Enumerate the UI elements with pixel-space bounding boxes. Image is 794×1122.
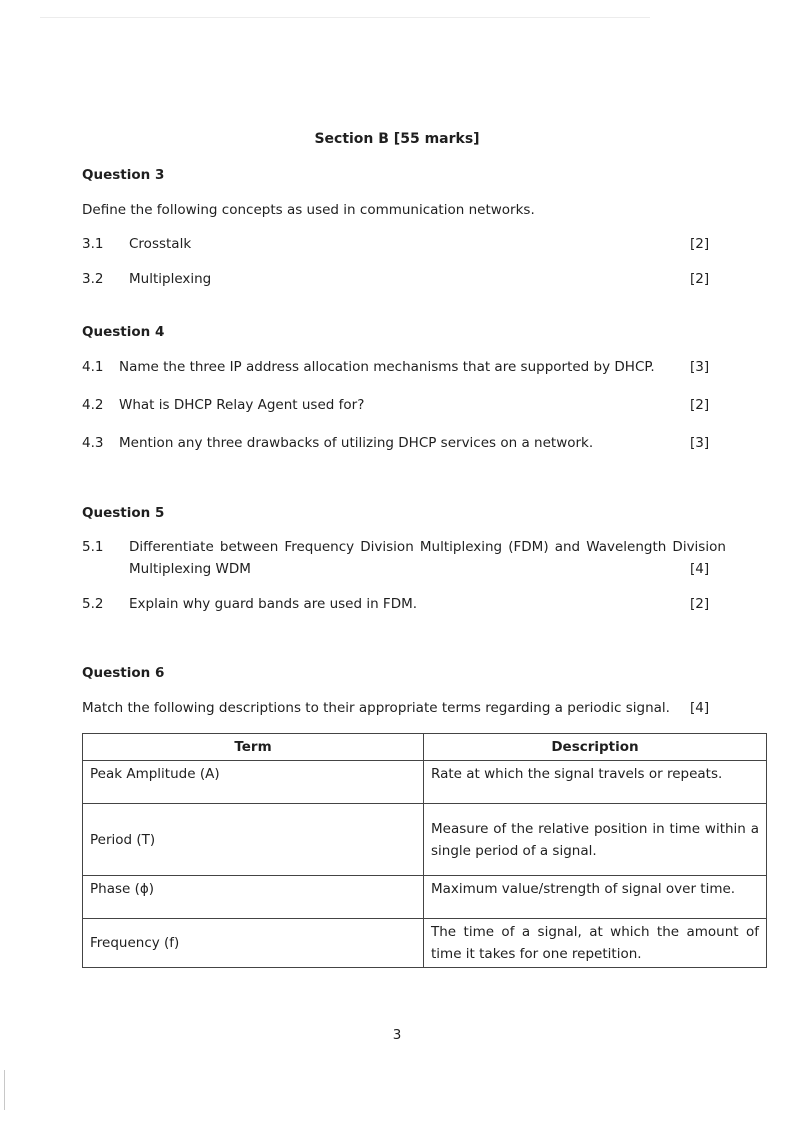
word: Differentiate [129, 539, 214, 555]
word: between [219, 539, 279, 555]
item-number: 3.2 [82, 271, 104, 287]
question-6-intro: Match the following descriptions to their appropriate terms regarding a periodic signal. [82, 700, 670, 716]
description-cell: Rate at which the signal travels or repeats. [424, 761, 767, 804]
item-number: 5.2 [82, 596, 104, 612]
question-3-intro: Define the following concepts as used in communication networks. [82, 202, 535, 218]
question-6-marks: [4] [690, 700, 710, 716]
table-row [83, 761, 767, 804]
table-row [83, 876, 767, 919]
term-cell: Frequency (f) [83, 919, 424, 968]
item-text: Mention any three drawbacks of utilizing DHCP services on a network. [119, 435, 594, 451]
word: Multiplexing [419, 539, 503, 555]
item-number: 4.1 [82, 359, 104, 375]
item-text: Crosstalk [129, 236, 192, 252]
table-row [83, 919, 767, 968]
item-marks: [2] [690, 397, 710, 413]
matching-table [82, 733, 767, 968]
item-marks: [2] [690, 236, 710, 252]
column-header-term: Term [83, 734, 424, 761]
item-marks: [3] [690, 435, 710, 451]
item-marks: [2] [690, 596, 710, 612]
scan-artifact-top [40, 17, 650, 18]
section-title: Section B [55 marks] [314, 131, 480, 147]
table-row [83, 804, 767, 876]
description-cell: Measure of the relative position in time within a single period of a signal. [424, 804, 767, 876]
item-number: 3.1 [82, 236, 104, 252]
word: Frequency [284, 539, 355, 555]
item-marks: [2] [690, 271, 710, 287]
item-number: 4.3 [82, 435, 104, 451]
table-header-row [83, 734, 767, 761]
item-number: 4.2 [82, 397, 104, 413]
word: Wavelength [586, 539, 667, 555]
question-5-heading: Question 5 [82, 505, 165, 521]
word: and [554, 539, 581, 555]
column-header-description: Description [424, 734, 767, 761]
item-text: What is DHCP Relay Agent used for? [119, 397, 365, 413]
word: (FDM) [508, 539, 549, 555]
item-text: Multiplexing [129, 271, 212, 287]
word: Division [672, 539, 726, 555]
page-number: 3 [392, 1027, 402, 1043]
item-text-line-1 [129, 539, 726, 555]
question-6-heading: Question 6 [82, 665, 165, 681]
description-cell: Maximum value/strength of signal over time. [424, 876, 767, 919]
item-text: Explain why guard bands are used in FDM. [129, 596, 418, 612]
word: Division [360, 539, 414, 555]
item-text: Name the three IP address allocation mechanisms that are supported by DHCP. [119, 359, 655, 375]
term-cell: Peak Amplitude (A) [83, 761, 424, 804]
description-cell: The time of a signal, at which the amount of time it takes for one repetition. [424, 919, 767, 968]
item-marks: [3] [690, 359, 710, 375]
question-4-heading: Question 4 [82, 324, 165, 340]
question-3-heading: Question 3 [82, 167, 165, 183]
term-cell: Period (T) [83, 804, 424, 876]
term-cell: Phase (ϕ) [83, 876, 424, 919]
item-number: 5.1 [82, 539, 104, 555]
item-text-line-2: Multiplexing WDM [129, 561, 251, 577]
scan-artifact-left [4, 1070, 5, 1110]
item-marks: [4] [690, 561, 710, 577]
